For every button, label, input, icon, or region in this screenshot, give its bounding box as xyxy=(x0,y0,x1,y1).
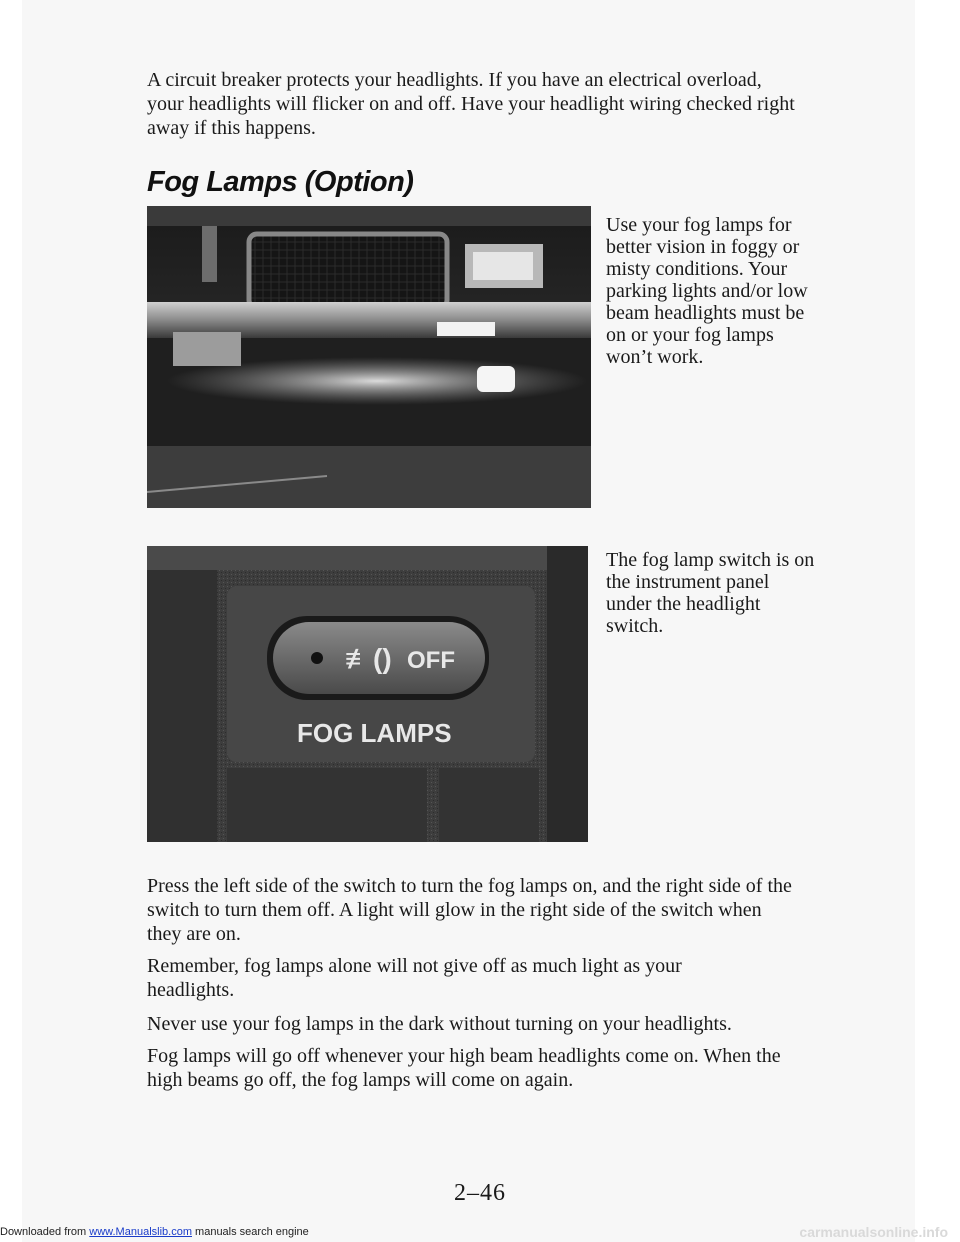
watermark: carmanualsonline.info xyxy=(799,1224,948,1240)
fog-lamp-vehicle-photo xyxy=(147,206,591,508)
manualslib-link[interactable]: www.Manualslib.com xyxy=(89,1226,192,1238)
press-paragraph: Press the left side of the switch to turn the fog lamps on, and the right side of the switch to turn them off. A light will glow in the right side of the switch when they are on. xyxy=(147,875,792,945)
page-number: 2–46 xyxy=(454,1180,506,1206)
switch-caption: The fog lamp switch is on the instrument panel under the headlight switch. xyxy=(606,549,815,637)
download-footer xyxy=(0,1226,309,1238)
fog-lamp-symbol-icon: ≢() xyxy=(345,643,392,674)
remember-paragraph: Remember, fog lamps alone will not give off as much light as your headlights. xyxy=(147,955,682,1001)
footer-suffix: manuals search engine xyxy=(191,1226,309,1238)
vehicle-caption: Use your fog lamps for better vision in foggy or misty conditions. Your parking lights and/or low beam headlights must be on or your fog lamps won’t work. xyxy=(606,214,808,368)
never-paragraph: Never use your fog lamps in the dark without turning on your headlights. xyxy=(147,1013,732,1035)
intro-paragraph: A circuit breaker protects your headlights. If you have an electrical overload, your headlights will flicker on and off. Have your headlight wiring checked right away if this happens. xyxy=(147,69,795,139)
footer-prefix: Downloaded from xyxy=(0,1226,90,1238)
fog-lamp-switch-photo xyxy=(147,546,588,842)
high-beam-paragraph: Fog lamps will go off whenever your high beam headlights come on. When the high beams go off, the fog lamps will come on again. xyxy=(147,1045,781,1091)
indicator-dot-icon xyxy=(311,652,323,664)
section-heading: Fog Lamps (Option) xyxy=(147,166,414,198)
switch-off-label: OFF xyxy=(407,647,455,674)
switch-panel-label: FOG LAMPS xyxy=(297,718,452,748)
